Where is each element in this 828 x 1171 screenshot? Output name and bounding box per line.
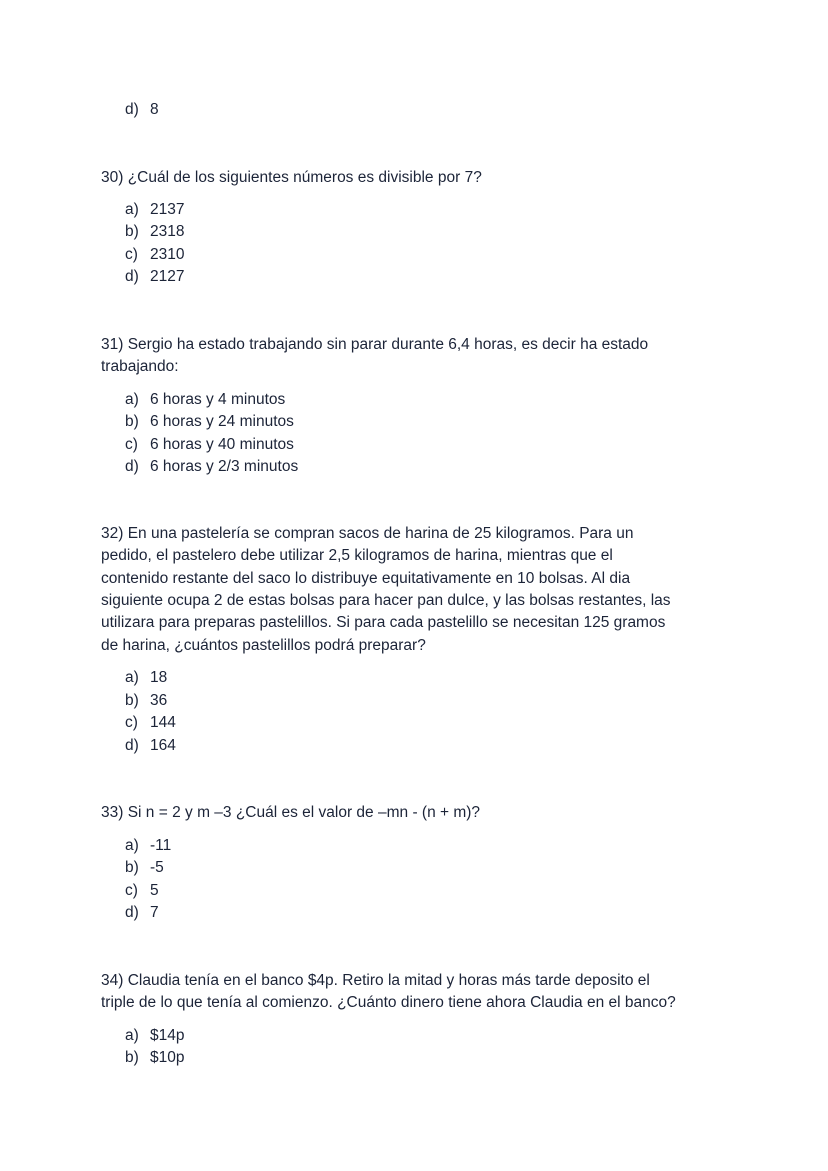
option-text: 6 horas y 2/3 minutos [150,458,299,475]
option-text: 6 horas y 4 minutos [150,391,286,408]
option-label: d) [125,458,139,475]
option-label: b) [125,692,139,709]
option-32-a [125,667,167,689]
question-34-line-1: 34) Claudia tenía en el banco $4p. Retiro la mitad y horas más tarde deposito el [101,972,650,989]
option-text: 6 horas y 24 minutos [150,413,294,430]
option-text: 164 [150,737,176,754]
option-label: a) [125,1027,139,1044]
option-text: $14p [150,1027,185,1044]
option-label: b) [125,859,139,876]
question-32-line-5: utilizara para preparas pastelillos. Si para cada pastelillo se necesitan 125 gramos [101,614,666,631]
option-text: -11 [150,837,172,854]
option-label: a) [125,837,139,854]
question-32-line-4: siguiente ocupa 2 de estas bolsas para hacer pan dulce, y las bolsas restantes, las [101,592,671,609]
option-33-a [125,835,171,857]
option-label: d) [125,904,139,921]
option-label: a) [125,201,139,218]
option-text: 8 [150,101,159,118]
question-31-line-1: 31) Sergio ha estado trabajando sin parar durante 6,4 horas, es decir ha estado [101,336,649,353]
option-label: c) [125,246,138,263]
option-32-d [125,735,176,757]
option-text: 18 [150,669,168,686]
option-31-a [125,389,285,411]
option-text: 2318 [150,223,185,240]
option-30-a [125,199,184,221]
question-32-line-3: contenido restante del saco lo distribuye equitativamente en 10 bolsas. Al dia [101,570,631,587]
option-30-d [125,266,184,288]
option-33-c [125,880,159,902]
option-label: c) [125,714,138,731]
option-text: 2310 [150,246,185,263]
option-text: $10p [150,1049,185,1066]
option-label: b) [125,1049,139,1066]
option-32-b [125,690,167,712]
option-label: c) [125,882,138,899]
question-34-line-2: triple de lo que tenía al comienzo. ¿Cuánto dinero tiene ahora Claudia en el banco? [101,994,676,1011]
option-label: d) [125,737,139,754]
option-label: d) [125,268,139,285]
question-30-text: 30) ¿Cuál de los siguientes números es divisible por 7? [101,169,482,186]
option-31-d [125,456,298,478]
option-label: b) [125,223,139,240]
option-label: d) [125,101,139,118]
option-text: 36 [150,692,168,709]
option-34-a [125,1025,184,1047]
option-label: a) [125,391,139,408]
option-text: -5 [150,859,164,876]
option-text: 7 [150,904,159,921]
option-text: 2127 [150,268,185,285]
option-33-d [125,902,159,924]
option-text: 2137 [150,201,185,218]
option-label: c) [125,436,138,453]
question-32-line-1: 32) En una pastelería se compran sacos de harina de 25 kilogramos. Para un [101,525,634,542]
option-30-c [125,244,184,266]
option-text: 144 [150,714,176,731]
option-31-b [125,411,294,433]
option-31-c [125,434,294,456]
option-text: 5 [150,882,159,899]
option-34-b [125,1047,184,1069]
question-32-line-2: pedido, el pastelero debe utilizar 2,5 kilogramos de harina, mientras que el [101,547,613,564]
option-text: 6 horas y 40 minutos [150,436,294,453]
question-33-text: 33) Si n = 2 y m –3 ¿Cuál es el valor de –mn - (n + m)? [101,804,481,821]
question-31-line-2: trabajando: [101,358,179,375]
option-label: a) [125,669,139,686]
question-32-line-6: de harina, ¿cuántos pastelillos podrá preparar? [101,637,426,654]
option-32-c [125,712,176,734]
option-29-d [125,99,159,121]
option-30-b [125,221,184,243]
option-label: b) [125,413,139,430]
option-33-b [125,857,164,879]
